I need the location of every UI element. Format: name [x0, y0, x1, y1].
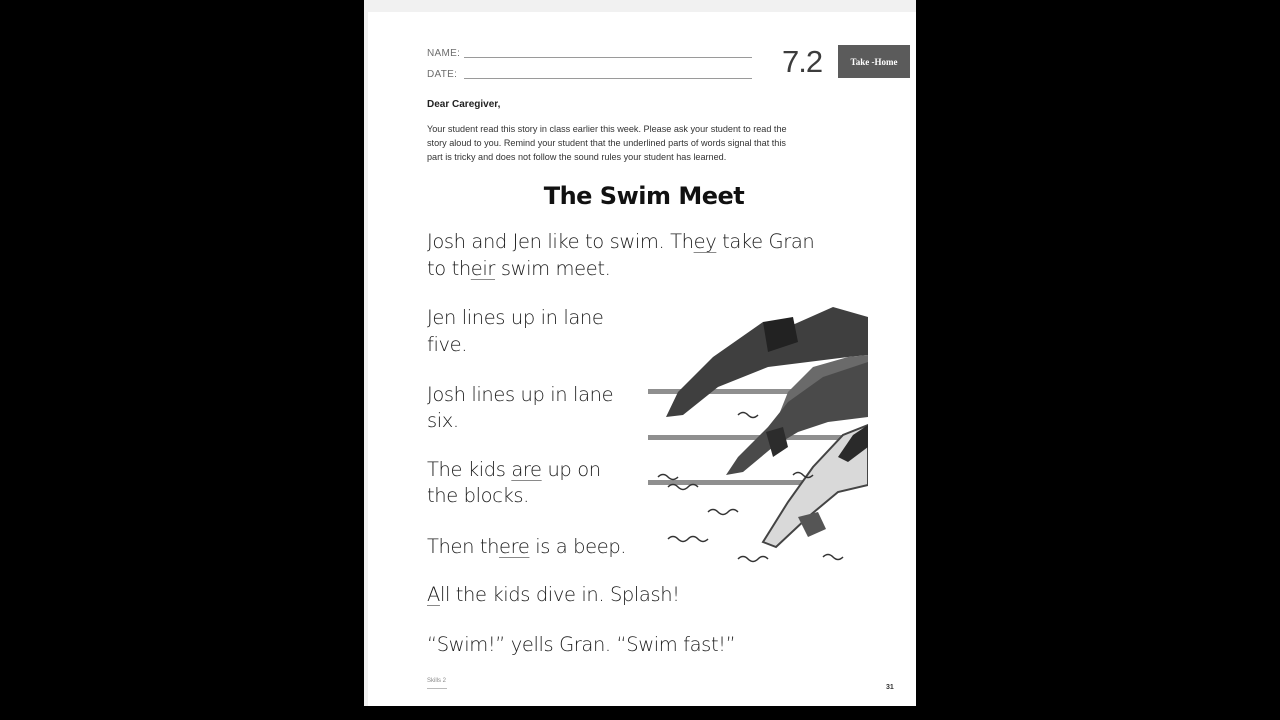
name-label: NAME:	[427, 48, 461, 59]
page-frame	[364, 0, 916, 706]
name-field	[464, 57, 752, 58]
footer-divider	[427, 688, 447, 689]
letter-line: story aloud to you. Remind your student that the underlined parts of words signal that this	[427, 138, 786, 148]
letter-line: part is tricky and does not follow the sound rules your student has learned.	[427, 152, 727, 162]
date-field	[464, 78, 752, 79]
letter-body	[427, 122, 867, 164]
take-home-badge: Take -Home	[838, 45, 910, 78]
tricky-part: ere	[499, 535, 530, 558]
footer-label: Skills 2	[427, 678, 447, 684]
letter-line: Your student read this story in class earlier this week. Please ask your student to read the	[427, 124, 787, 134]
story-line: The kids are up on	[427, 458, 601, 481]
story-line: the blocks.	[427, 484, 529, 507]
swimmers-diving-illustration	[648, 307, 868, 567]
story-line: “Swim!” yells Gran. “Swim fast!”	[427, 633, 736, 656]
tricky-part: ey	[693, 230, 717, 253]
story-line: Then there is a beep.	[427, 535, 627, 558]
letter-salutation: Dear Caregiver,	[427, 99, 501, 110]
story-line: Jen lines up in lane	[427, 306, 604, 329]
page-number: 31	[886, 684, 894, 691]
tricky-part: A	[427, 583, 440, 606]
date-label: DATE:	[427, 69, 458, 80]
tricky-part: are	[511, 458, 542, 481]
story-line: All the kids dive in. Splash!	[427, 583, 680, 606]
story-title: The Swim Meet	[543, 182, 745, 210]
story-line: six.	[427, 409, 459, 432]
story-line: Josh and Jen like to swim. They take Gran	[427, 230, 815, 253]
lesson-number: 7.2	[782, 44, 823, 79]
story-line: Josh lines up in lane	[427, 383, 614, 406]
story-line: to their swim meet.	[427, 257, 611, 280]
story-line: five.	[427, 333, 468, 356]
tricky-part: eir	[470, 257, 496, 280]
worksheet-page	[368, 12, 916, 706]
